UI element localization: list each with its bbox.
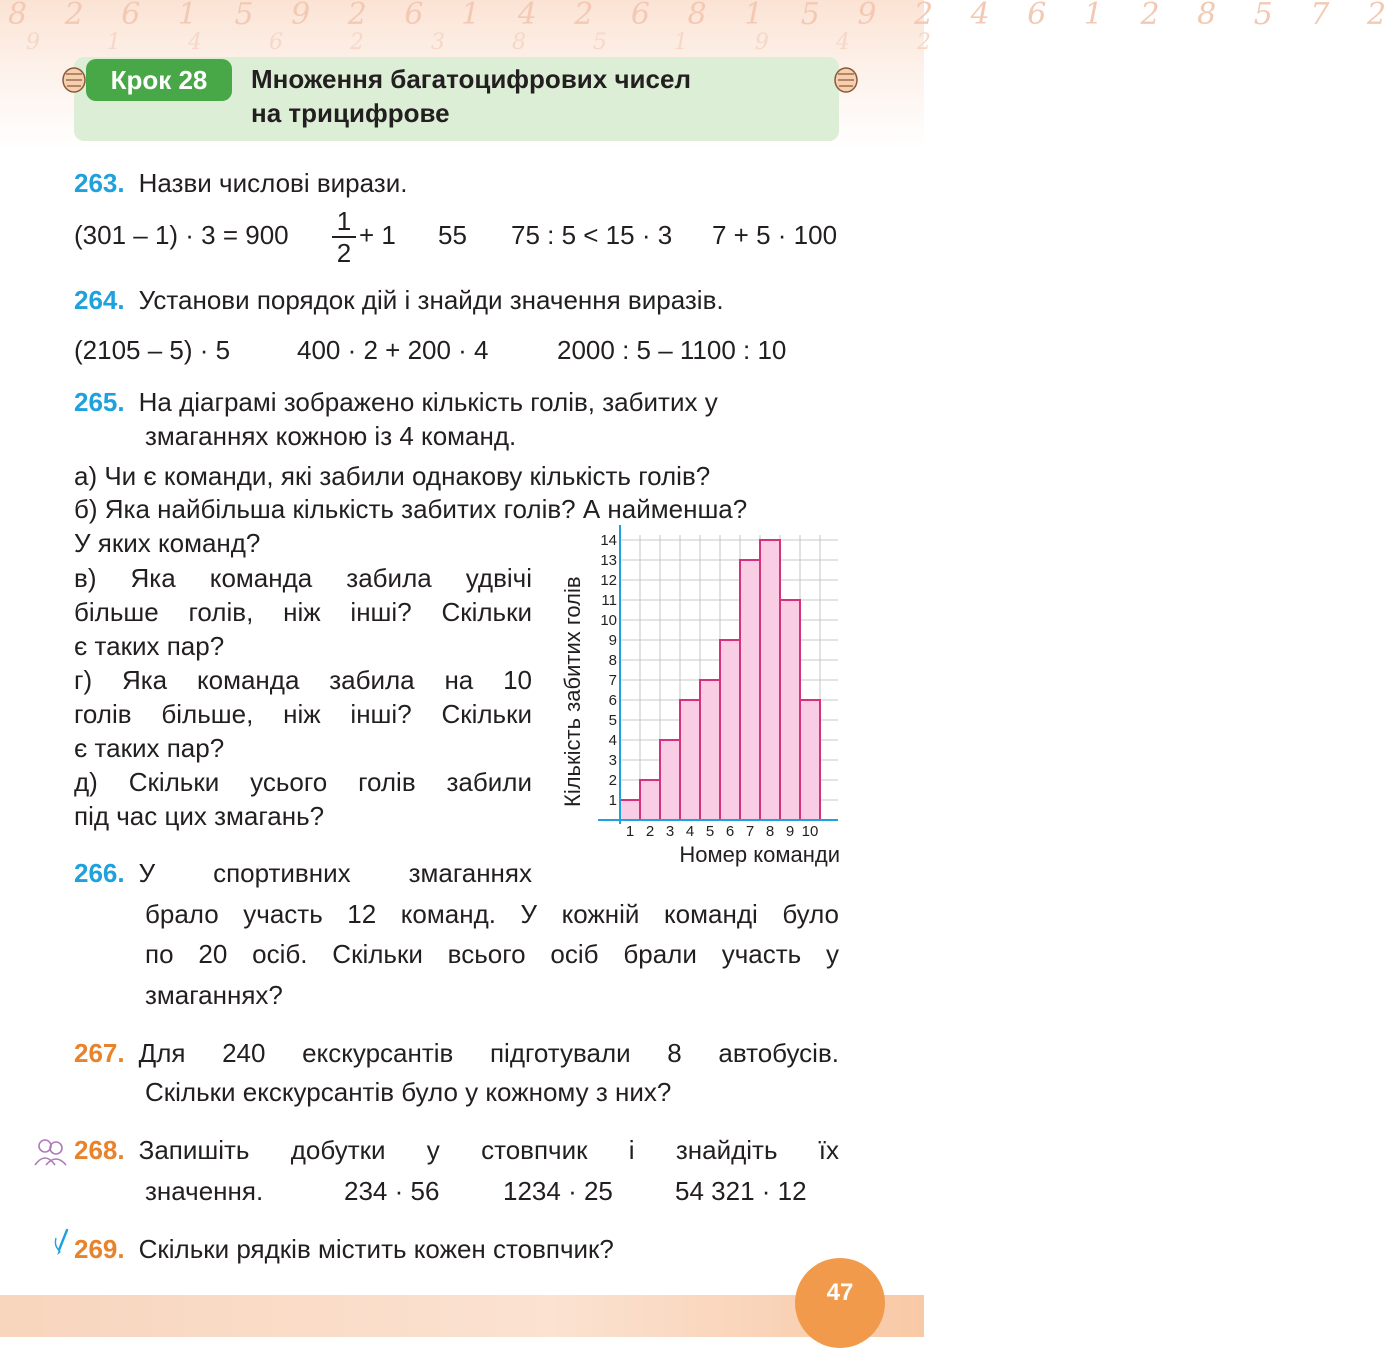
chart-x-ticks — [626, 823, 819, 840]
x-tick-label: 2 — [645, 823, 655, 840]
task-265-question-g3: є таких пар? — [74, 733, 225, 763]
task-266-line3: по 20 осіб. Скільки всього осіб брали участь у — [145, 939, 839, 969]
task-266-heading — [74, 856, 532, 890]
decorative-digits: 8 2 6 1 5 9 2 6 1 4 2 6 8 1 5 9 2 4 6 1 2 8 5 7 2 — [8, 0, 1400, 32]
y-tick-label: 11 — [601, 592, 617, 609]
y-tick-label: 13 — [600, 552, 617, 569]
y-tick-label: 14 — [600, 532, 617, 549]
task-268-expr2: 1234 · 25 — [503, 1176, 613, 1206]
bottom-decorative-band — [0, 1295, 924, 1337]
y-tick-label: 7 — [608, 672, 617, 689]
lesson-title — [251, 62, 811, 130]
fraction-numerator: 1 — [336, 206, 352, 236]
y-tick-label: 9 — [608, 632, 617, 649]
chart-y-ticks — [600, 532, 617, 809]
y-tick-label: 8 — [608, 652, 617, 669]
task-text: Запишіть добутки у стовпчик і знайдіть їх — [138, 1135, 839, 1165]
chart-x-axis-label: Номер команди — [679, 842, 840, 867]
chart-y-axis-label: Кількість забитих голів — [560, 576, 585, 807]
task-268-expr1: 234 · 56 — [344, 1176, 440, 1206]
task-265-question-d1: д) Скільки усього голів забили — [74, 767, 532, 797]
lesson-title-line1: Множення багатоцифрових чисел — [251, 64, 691, 94]
task-265-question-v1: в) Яка команда забила удвічі — [74, 563, 532, 593]
y-tick-label: 6 — [608, 692, 617, 709]
step-badge: Крок 28 — [86, 59, 232, 101]
x-tick-label: 10 — [801, 823, 819, 840]
task-265-question-v3: є таких пар? — [74, 631, 225, 661]
chart-bar — [740, 560, 760, 820]
task-263-heading — [74, 166, 407, 200]
task-263-expr3: 75 : 5 < 15 · 3 — [511, 220, 673, 250]
x-tick-label: 8 — [765, 823, 775, 840]
task-text: У спортивних змаганнях — [138, 858, 532, 888]
task-text: Назви числові вирази. — [138, 168, 408, 198]
task-265-question-b2: У яких команд? — [74, 528, 261, 558]
task-268-heading — [74, 1133, 839, 1167]
task-264-heading — [74, 283, 724, 317]
task-265-question-d2: під час цих змагань? — [74, 801, 325, 831]
task-267-heading — [74, 1036, 839, 1070]
task-263-expr2: 55 — [438, 220, 467, 250]
x-tick-label: 7 — [745, 823, 755, 840]
x-tick-label: 6 — [725, 823, 735, 840]
task-265-question-g2: голів більше, ніж інші? Скільки — [74, 699, 532, 729]
x-tick-label: 3 — [665, 823, 675, 840]
task-263-expr1: (301 – 1) · 3 = 900 — [74, 220, 289, 250]
task-265-question-a: а) Чи є команди, які забили однакову кількість голів? — [74, 461, 711, 491]
x-tick-label: 4 — [685, 823, 695, 840]
chart-bar — [620, 800, 640, 820]
task-267-line2: Скільки екскурсантів було у кожному з них? — [145, 1077, 672, 1107]
task-number: 266. — [74, 858, 125, 888]
task-265-line2: змаганнях кожною із 4 команд. — [145, 421, 517, 451]
task-text: Для 240 екскурсантів підготували 8 автобусів. — [138, 1038, 839, 1068]
y-tick-label: 5 — [608, 712, 617, 729]
task-number: 265. — [74, 387, 125, 417]
task-264-expr3: 2000 : 5 – 1100 : 10 — [557, 335, 787, 365]
task-265-question-v2: більше голів, ніж інші? Скільки — [74, 597, 532, 627]
y-tick-label: 4 — [608, 732, 617, 749]
task-268-line2: значення. — [145, 1176, 264, 1206]
chart-bar — [660, 740, 680, 820]
pencil-icon — [53, 1228, 73, 1256]
y-tick-label: 10 — [600, 612, 617, 629]
task-264-expr1: (2105 – 5) · 5 — [74, 335, 231, 365]
y-tick-label: 12 — [600, 572, 617, 589]
task-263-expr4: 7 + 5 · 100 — [712, 220, 838, 250]
chart-bar — [640, 780, 660, 820]
task-268-expr3: 54 321 · 12 — [675, 1176, 807, 1206]
task-number: 268. — [74, 1135, 125, 1165]
chart-bar — [680, 700, 700, 820]
task-269-heading — [74, 1232, 614, 1266]
fraction-denominator: 2 — [336, 238, 352, 268]
y-tick-label: 3 — [608, 752, 617, 769]
pair-work-icon — [32, 1137, 68, 1167]
task-265-question-b: б) Яка найбільша кількість забитих голів? А найменша? — [74, 494, 748, 524]
x-tick-label: 9 — [785, 823, 795, 840]
lesson-title-line2: на трицифрове — [251, 98, 450, 128]
page-number: 47 — [795, 1258, 885, 1348]
x-tick-label: 5 — [705, 823, 715, 840]
task-number: 263. — [74, 168, 125, 198]
chart-bar — [780, 600, 800, 820]
fraction — [332, 208, 356, 266]
task-263-frac-rest: + 1 — [359, 220, 396, 250]
task-266-line4: змаганнях? — [145, 980, 283, 1010]
pointing-hand-icon — [830, 62, 862, 96]
task-number: 264. — [74, 285, 125, 315]
task-number: 267. — [74, 1038, 125, 1068]
decorative-digits-row2: 9 1 4 6 2 3 8 5 1 9 4 2 — [26, 30, 961, 55]
x-tick-label: 1 — [625, 823, 635, 840]
task-text: На діаграмі зображено кількість голів, забитих у — [138, 387, 718, 417]
y-tick-label: 2 — [608, 772, 617, 789]
task-265-heading — [74, 385, 718, 419]
task-text: Скільки рядків містить кожен стовпчик? — [138, 1234, 614, 1264]
task-text: Установи порядок дій і знайди значення виразів. — [138, 285, 724, 315]
goals-bar-chart — [550, 525, 850, 870]
chart-bar — [700, 680, 720, 820]
task-number: 269. — [74, 1234, 125, 1264]
chart-bar — [720, 640, 740, 820]
task-266-line2: брало участь 12 команд. У кожній команді було — [145, 899, 839, 929]
y-tick-label: 1 — [608, 792, 617, 809]
task-265-question-g1: г) Яка команда забила на 10 — [74, 665, 532, 695]
chart-bar — [800, 700, 820, 820]
task-264-expr2: 400 · 2 + 200 · 4 — [297, 335, 489, 365]
chart-bar — [760, 540, 780, 820]
